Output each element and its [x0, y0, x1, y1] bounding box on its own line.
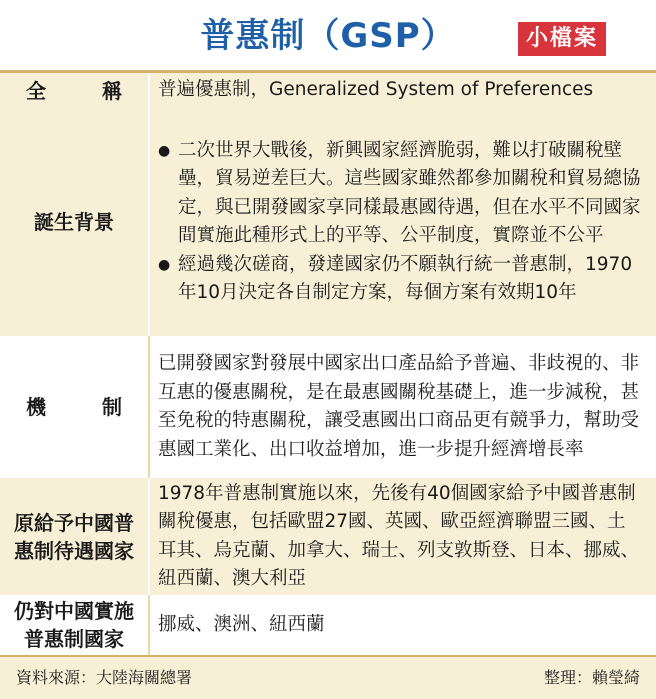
column-divider — [148, 73, 150, 108]
footer — [0, 655, 656, 699]
bullet-item — [158, 251, 644, 308]
bullet-dot-icon: ● — [158, 142, 171, 159]
row-content: 挪威、澳洲、紐西蘭 — [158, 613, 325, 635]
row-former-countries — [0, 478, 656, 596]
column-divider — [148, 108, 150, 336]
row-content: 已開發國家對發展中國家出口產品給予普遍、非歧視的、非互惠的優惠關稅，是在最惠國關稅基礎上，進一步減稅，甚至免稅的特惠關稅，讓受惠國出口商品更有競爭力，幫助受惠國工業化、出口收益增加，進一步提升經濟增長率 — [158, 353, 640, 460]
column-divider — [148, 336, 150, 478]
row-label: 仍對中國實施普惠制國家 — [14, 599, 134, 651]
row-content: 普遍優惠制，Generalized System of Preferences — [158, 79, 594, 101]
bullet-item — [158, 137, 644, 251]
bullet-text: 經過幾次磋商，發達國家仍不願執行統一普惠制，1970年10月決定各自制定方案，每個方案有效期10年 — [178, 253, 633, 303]
column-divider — [148, 478, 150, 595]
bullet-text: 二次世界大戰後，新興國家經濟脆弱，難以打破關稅壁壘，貿易逆差巨大。這些國家雖然都參加關稅和貿易總協定，與已開發國家享同樣最惠國待遇，但在水平不同國家間實施此種形式上的平等、公平制度，實際並不公平 — [178, 139, 641, 246]
row-current-countries — [0, 595, 656, 656]
row-content: 1978年普惠制實施以來，先後有40個國家給予中國普惠制關稅優惠，包括歐盟27國、英國、歐亞經濟聯盟三國、土耳其、烏克蘭、加拿大、瑞士、列支敦斯登、日本、挪威、紐西蘭、澳大利亞 — [158, 482, 640, 589]
row-content — [158, 108, 644, 336]
source-credit: 資料來源：大陸海關總署 — [16, 668, 193, 687]
row-full-name — [0, 73, 656, 109]
title-bar — [0, 0, 656, 70]
editor-credit: 整理：賴瑩綺 — [543, 668, 640, 687]
column-divider — [148, 595, 150, 655]
row-label: 誕生背景 — [34, 210, 114, 234]
row-mechanism — [0, 336, 656, 479]
row-label: 原給予中國普惠制待遇國家 — [14, 510, 134, 563]
row-background — [0, 108, 656, 337]
row-label: 機 制 — [26, 395, 140, 419]
profile-badge: 小檔案 — [518, 22, 606, 56]
bullet-dot-icon: ● — [158, 256, 171, 273]
row-label: 全 稱 — [26, 78, 140, 103]
page-title: 普惠制（GSP） — [200, 16, 456, 56]
